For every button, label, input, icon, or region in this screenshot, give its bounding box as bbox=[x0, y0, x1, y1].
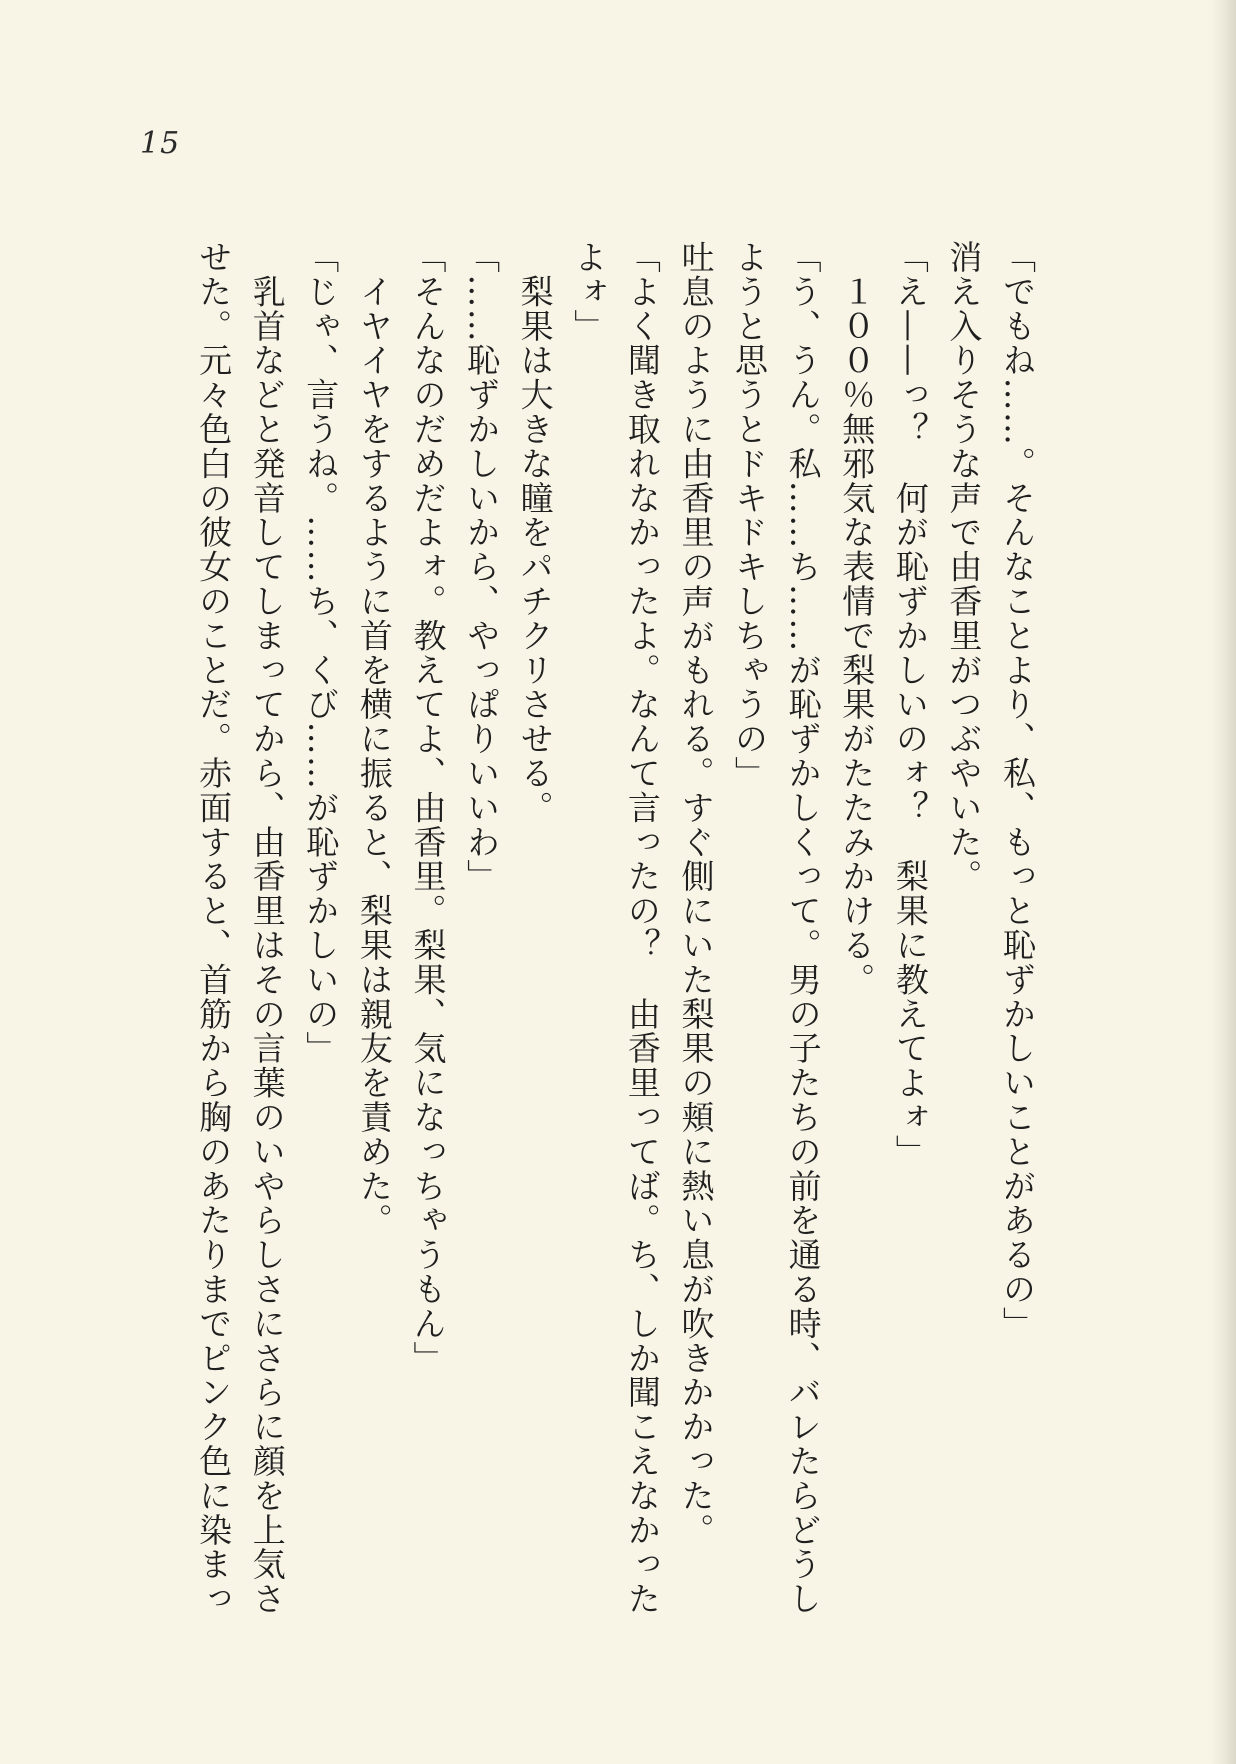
page-number: 15 bbox=[140, 126, 181, 161]
page-gutter-shadow bbox=[1210, 0, 1236, 1764]
text-line: 梨果は大きな瞳をパチクリさせる。 bbox=[515, 240, 555, 825]
text-line: 「じゃ、言うね。……ち、くび……が恥ずかしいの」 bbox=[301, 240, 341, 1066]
text-line: 「……恥ずかしいから、やっぱりいいわ」 bbox=[462, 240, 502, 894]
text-line: 「よく聞き取れなかったよ。なんて言ったの？ 由香里ってば。ち、しか聞こえなかったよォ」 bbox=[569, 240, 662, 1616]
text-line: 「そんなのだめだよォ。教えてよ、由香里。梨果、気になっちゃうもん」 bbox=[408, 240, 448, 1376]
text-line: 「でもね……。そんなことより、私、もっと恥ずかしいことがあるの」 bbox=[998, 240, 1037, 1341]
text-line: 消え入りそうな声で由香里がつぶやいた。 bbox=[944, 240, 984, 894]
text-line: 乳首などと発音してしまってから、由香里はその言葉のいやらしさにさらに顔を上気させた。元々色白の彼女のことだ。赤面すると、首筋から胸のあたりまでピンク色に染まっ bbox=[194, 240, 287, 1616]
text-line: 吐息のように由香里の声がもれる。すぐ側にいた梨果の頬に熱い息が吹きかかった。 bbox=[676, 240, 716, 1548]
text-line: 「う、うん。私……ち……が恥ずかしくって。男の子たちの前を通る時、バレたらどうしようと思うとドキドキしちゃうの」 bbox=[730, 240, 823, 1616]
text-line: イヤイヤをするように首を横に振ると、梨果は親友を責めた。 bbox=[354, 240, 394, 1238]
vertical-text-body bbox=[187, 240, 1045, 1620]
text-line: 「え——っ？ 何が恥ずかしいのォ？ 梨果に教えてよォ」 bbox=[890, 240, 930, 1169]
text-line: １００％無邪気な表情で梨果がたたみかける。 bbox=[837, 240, 877, 997]
